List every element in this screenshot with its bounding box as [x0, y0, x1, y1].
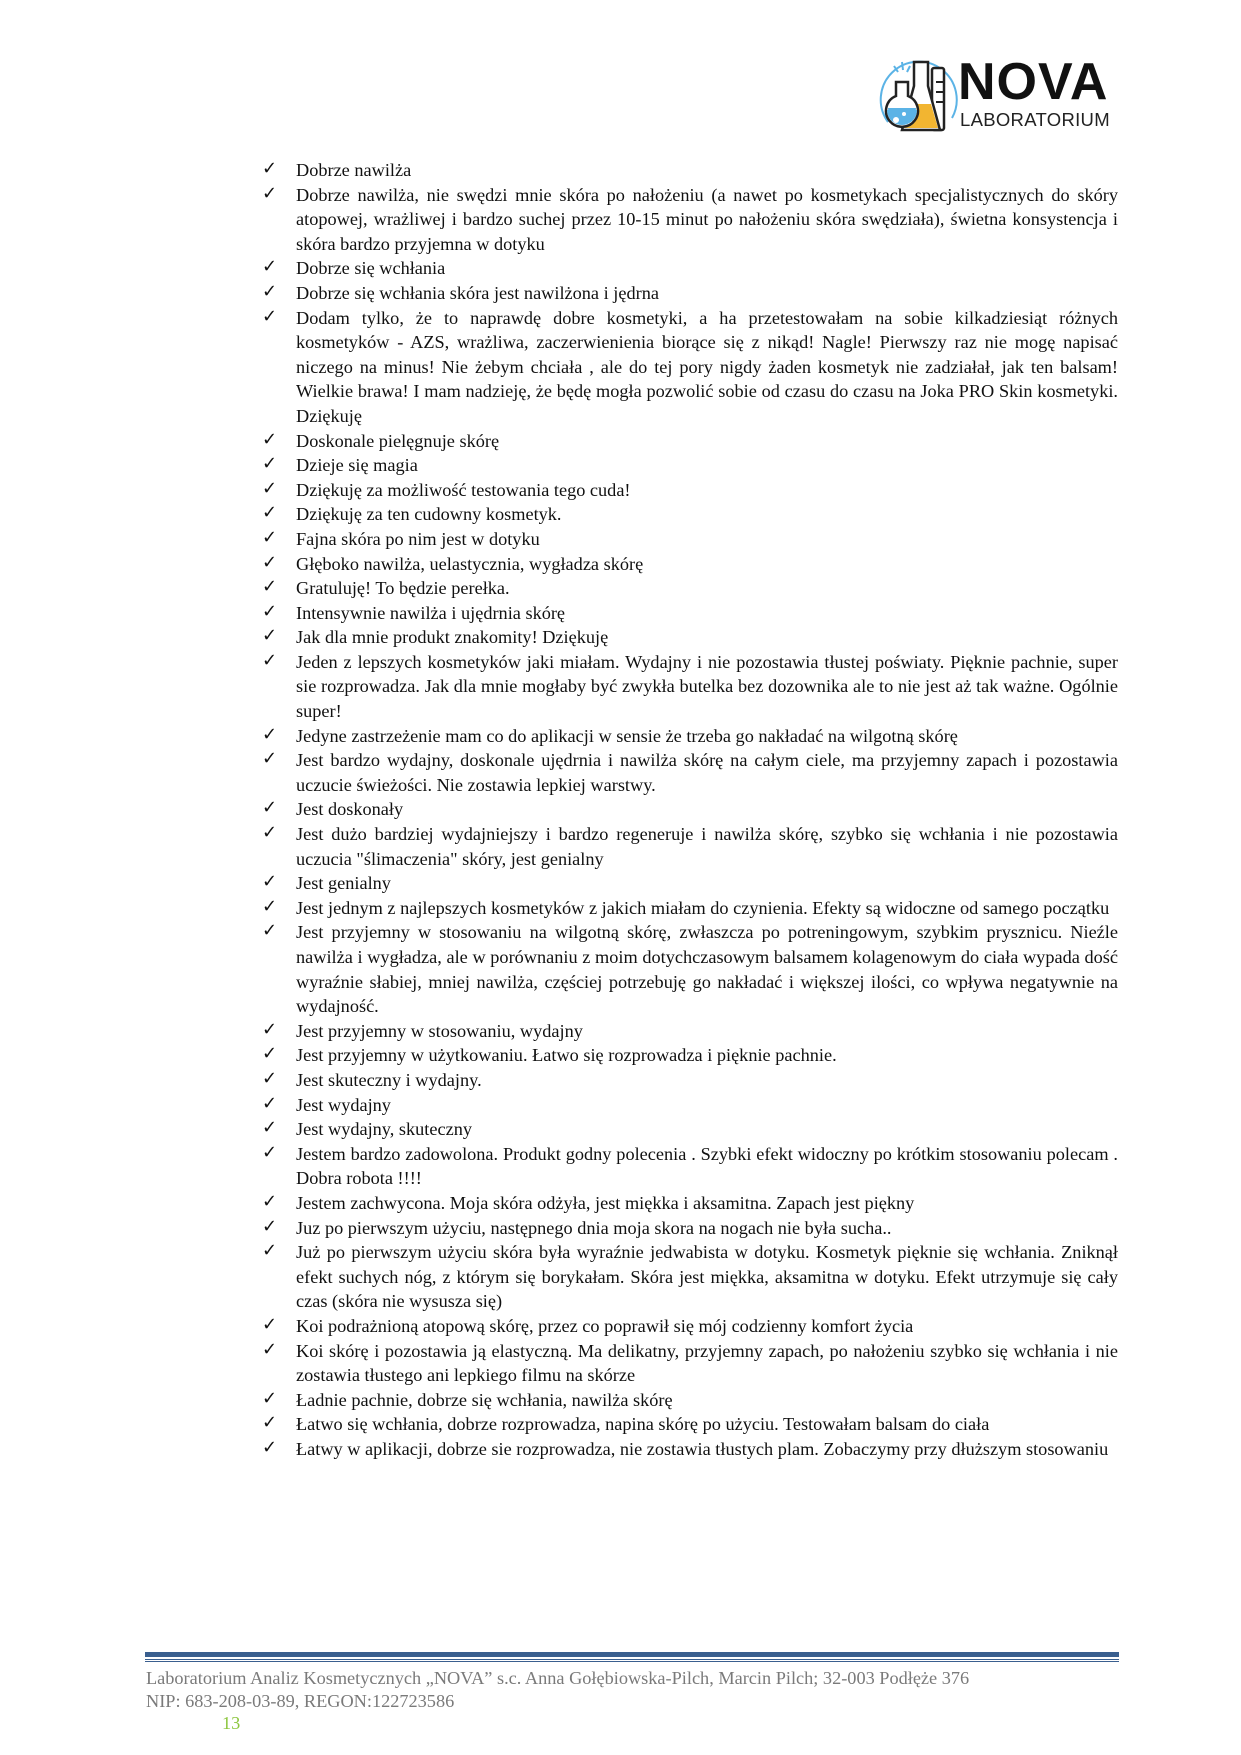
list-item — [262, 281, 1118, 306]
list-item — [262, 1412, 1118, 1437]
list-item — [262, 1240, 1118, 1314]
footer-rule-thick — [145, 1652, 1119, 1657]
review-text: Jestem bardzo zadowolona. Produkt godny polecenia . Szybki efekt widoczny po krótkim stosowaniu polecam . Dobra robota !!!! — [296, 1143, 1118, 1189]
list-item — [262, 429, 1118, 454]
checkmark-icon: ✓ — [262, 1190, 278, 1212]
checkmark-icon: ✓ — [262, 158, 278, 179]
checkmark-icon: ✓ — [262, 1240, 278, 1262]
list-item — [262, 797, 1118, 822]
list-item — [262, 1142, 1118, 1191]
checkmark-icon: ✓ — [262, 453, 278, 475]
review-text: Jedyne zastrzeżenie mam co do aplikacji w sensie że trzeba go nakładać na wilgotną skórę — [296, 725, 958, 746]
list-item — [262, 601, 1118, 626]
checkmark-icon: ✓ — [262, 256, 278, 278]
review-text: Jeden z lepszych kosmetyków jaki miałam. Wydajny i nie pozostawia tłustej poświaty. Pięknie pachnie, super sie rozprowadza. Jak dla mnie mogłaby być zwykła butelka bez dozownika ale to nie jest aż tak ważne. Ogólnie super! — [296, 651, 1118, 722]
list-item — [262, 1068, 1118, 1093]
footer-line-1: Laboratorium Analiz Kosmetycznych „NOVA” s.c. Anna Gołębiowska-Pilch, Marcin Pilch; 32-003 Podłęże 376 — [146, 1668, 970, 1688]
review-text: Łatwy w aplikacji, dobrze sie rozprowadza, nie zostawia tłustych plam. Zobaczymy przy dłuższym stosowaniu — [296, 1438, 1109, 1459]
review-text: Jest przyjemny w stosowaniu, wydajny — [296, 1020, 583, 1041]
review-text: Głęboko nawilża, uelastycznia, wygładza skórę — [296, 553, 644, 574]
checkmark-icon: ✓ — [262, 723, 278, 745]
list-item — [262, 1019, 1118, 1044]
checkmark-icon: ✓ — [262, 895, 278, 917]
review-text: Jest genialny — [296, 873, 391, 894]
review-text: Jest jednym z najlepszych kosmetyków z jakich miałam do czynienia. Efekty są widoczne od samego początku — [296, 897, 1110, 918]
review-text: Jest bardzo wydajny, doskonale ujędrnia i nawilża skórę na całym ciele, ma przyjemny zapach i pozostawia uczucie świeżości. Nie zostawia lepkiej warstwy. — [296, 750, 1118, 795]
list-item — [262, 256, 1118, 281]
checkmark-icon: ✓ — [262, 1043, 278, 1065]
list-item — [262, 1093, 1118, 1118]
checkmark-icon: ✓ — [262, 280, 278, 302]
review-text: Koi podrażnioną atopową skórę, przez co poprawił się mój codzienny komfort życia — [296, 1315, 914, 1336]
review-text: Jest wydajny, skuteczny — [296, 1119, 473, 1140]
review-text: Doskonale pielęgnuje skórę — [296, 430, 500, 451]
review-text: Intensywnie nawilża i ujędrnia skórę — [296, 602, 566, 623]
checkmark-icon: ✓ — [262, 920, 278, 942]
review-text: Jest przyjemny w użytkowaniu. Łatwo się rozprowadza i pięknie pachnie. — [296, 1045, 837, 1066]
logo-subtitle: LABORATORIUM — [960, 109, 1110, 130]
checkmark-icon: ✓ — [262, 502, 278, 524]
list-item — [262, 1216, 1118, 1241]
review-text: Jest skuteczny i wydajny. — [296, 1069, 482, 1090]
list-item — [262, 920, 1118, 1018]
checkmark-icon: ✓ — [262, 822, 278, 844]
review-text: Jest przyjemny w stosowaniu na wilgotną skórę, zwłaszcza po potreningowym, szybkim prysznicu. Nieźle nawilża i wygładza, ale w porównaniu z moim dotychczasowym balsamem kolagenowym do ciała wypada dość wyraźnie słabiej, mniej nawilża, częściej potrzebuję go nakładać i większej ilości, co wpływa negatywnie na wydajność. — [296, 922, 1118, 1017]
page-number: 13 — [222, 1713, 241, 1733]
checkmark-icon: ✓ — [262, 871, 278, 893]
checkmark-icon: ✓ — [262, 1215, 278, 1237]
list-item — [262, 822, 1118, 871]
list-item — [262, 478, 1118, 503]
review-text: Dziękuję za możliwość testowania tego cuda! — [296, 479, 631, 500]
review-text: Jest doskonały — [296, 799, 404, 820]
checkmark-icon: ✓ — [262, 797, 278, 819]
list-item — [262, 1043, 1118, 1068]
list-item — [262, 1388, 1118, 1413]
footer-line-2: NIP: 683-208-03-89, REGON:122723586 — [146, 1690, 455, 1711]
list-item — [262, 453, 1118, 478]
checkmark-icon: ✓ — [262, 600, 278, 622]
review-text: Fajna skóra po nim jest w dotyku — [296, 528, 540, 549]
footer-rule-thin-2 — [145, 1661, 1119, 1662]
list-item — [262, 896, 1118, 921]
list-item — [262, 576, 1118, 601]
nova-logo — [872, 52, 1122, 138]
review-text: Juz po pierwszym użyciu, następnego dnia moja skora na nogach nie była sucha.. — [296, 1217, 892, 1238]
checkmark-icon: ✓ — [262, 576, 278, 598]
review-text: Łatwo się wchłania, dobrze rozprowadza, napina skórę po użyciu. Testowałam balsam do ciała — [296, 1414, 990, 1435]
checkmark-icon: ✓ — [262, 1018, 278, 1040]
list-item — [262, 306, 1118, 429]
list-item — [262, 183, 1118, 257]
review-text: Dobrze nawilża, nie swędzi mnie skóra po nałożeniu (a nawet po kosmetykach specjalistycznych do skóry atopowej, wrażliwej i bardzo suchej przez 10-15 minut po nałożeniu skóra swędziała), świetna konsystencja i skóra bardzo przyjemna w dotyku — [296, 184, 1118, 254]
footer-rule-thin-1 — [145, 1659, 1119, 1660]
review-text: Koi skórę i pozostawia ją elastyczną. Ma delikatny, przyjemny zapach, po nałożeniu szybko się wchłania i nie zostawia tłustego ani lepkiego filmu na skórze — [296, 1340, 1118, 1386]
logo-title: NOVA — [958, 53, 1109, 111]
list-item — [262, 650, 1118, 724]
checkmark-icon: ✓ — [262, 1387, 278, 1409]
review-text: Dobrze się wchłania skóra jest nawilżona i jędrna — [296, 282, 659, 303]
checkmark-icon: ✓ — [262, 649, 278, 671]
review-text: Ładnie pachnie, dobrze się wchłania, nawilża skórę — [296, 1389, 673, 1410]
list-item — [262, 724, 1118, 749]
checkmark-icon: ✓ — [262, 1436, 278, 1458]
review-text: Dodam tylko, że to naprawdę dobre kosmetyki, a ha przetestowałam na sobie kilkadziesiąt różnych kosmetyków - AZS, wrażliwa, zaczerwienienia biorące się z nikąd! Nagle! Pierwszy raz nie mogę napisać niczego na minus! Nie żebym chciała , ale do tej pory nigdy żaden kosmetyk nie zadziałał, jak ten balsam! Wielkie brawa! I mam nadzieję, że będę mogła pozwolić sobie od czasu do czasu na Joka PRO Skin kosmetyki. Dziękuję — [296, 307, 1118, 426]
review-text: Już po pierwszym użyciu skóra była wyraźnie jedwabista w dotyku. Kosmetyk pięknie się wchłania. Zniknął efekt suchych nóg, z którym się borykałam. Skóra jest miękka, aksamitna w dotyku. Efekt utrzymuje się cały czas (skóra nie wysusza się) — [296, 1242, 1118, 1312]
checkmark-icon: ✓ — [262, 1117, 278, 1139]
checkmark-icon: ✓ — [262, 551, 278, 573]
review-text: Dobrze nawilża — [296, 160, 412, 180]
list-item — [262, 1117, 1118, 1142]
checkmark-icon: ✓ — [262, 305, 278, 327]
review-text: Dzieje się magia — [296, 455, 418, 476]
checkmark-icon: ✓ — [262, 182, 278, 204]
list-item — [262, 871, 1118, 896]
review-text: Dobrze się wchłania — [296, 258, 446, 279]
review-text: Jestem zachwycona. Moja skóra odżyła, jest miękka i aksamitna. Zapach jest piękny — [296, 1192, 915, 1213]
list-item — [262, 1191, 1118, 1216]
review-text: Jest wydajny — [296, 1094, 391, 1115]
checkmark-icon: ✓ — [262, 428, 278, 450]
checkmark-icon: ✓ — [262, 477, 278, 499]
checkmark-icon: ✓ — [262, 1067, 278, 1089]
checkmark-icon: ✓ — [262, 1338, 278, 1360]
checkmark-icon: ✓ — [262, 526, 278, 548]
checkmark-icon: ✓ — [262, 1313, 278, 1335]
list-item — [262, 625, 1118, 650]
review-text: Gratuluję! To będzie perełka. — [296, 578, 510, 599]
lab-flasks-icon — [872, 52, 960, 138]
checkmark-icon: ✓ — [262, 748, 278, 770]
footer-address — [146, 1667, 1146, 1712]
list-item — [262, 1314, 1118, 1339]
checkmark-icon: ✓ — [262, 1092, 278, 1114]
list-item — [262, 1339, 1118, 1388]
checkmark-icon: ✓ — [262, 1141, 278, 1163]
list-item — [262, 158, 1118, 183]
review-list — [262, 158, 1118, 1461]
list-item — [262, 527, 1118, 552]
review-text: Dziękuję za ten cudowny kosmetyk. — [296, 504, 562, 525]
checkmark-icon: ✓ — [262, 625, 278, 647]
review-text: Jak dla mnie produkt znakomity! Dziękuję — [296, 627, 609, 648]
review-text: Jest dużo bardziej wydajniejszy i bardzo regeneruje i nawilża skórę, szybko się wchłania i nie pozostawia uczucia "ślimaczenia" skóry, jest genialny — [296, 824, 1118, 869]
list-item — [262, 1437, 1118, 1462]
list-item — [262, 502, 1118, 527]
list-item — [262, 552, 1118, 577]
list-item — [262, 748, 1118, 797]
checkmark-icon: ✓ — [262, 1412, 278, 1434]
